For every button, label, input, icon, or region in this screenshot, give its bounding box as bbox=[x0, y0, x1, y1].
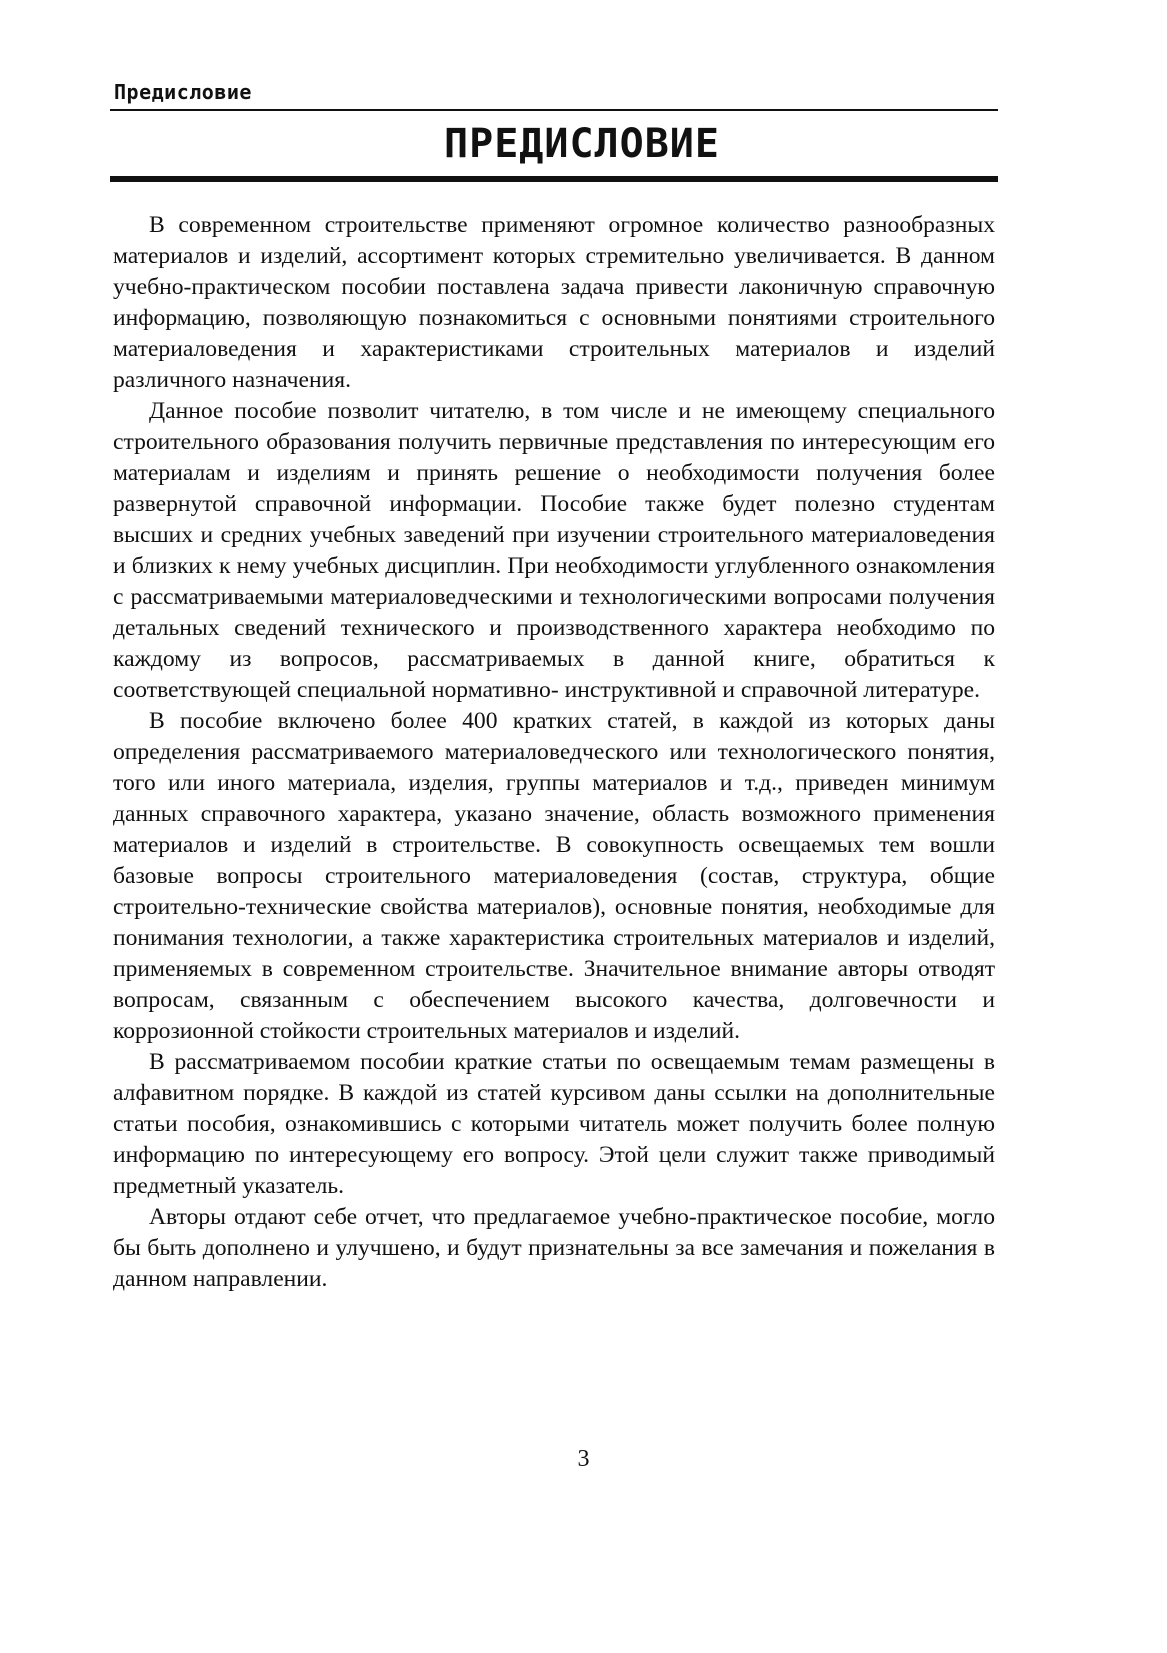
paragraph: В рассматриваемом пособии краткие статьи по освещаемым темам размещены в алфавитном порядке. В каждой из статей курсивом даны ссылки на дополнительные статьи пособия, ознакомившись с которыми читатель может получить более полную информацию по интересующему его вопросу. Этой цели служит также приводимый предметный указатель. bbox=[113, 1049, 995, 1199]
page-number: 3 bbox=[577, 1446, 590, 1472]
paragraph: Данное пособие позволит читателю, в том числе и не имеющему специального строительного образования получить первичные представления по интересующим его материалам и изделиям и принять решение о необходимости получения более развернутой справочной информации. Пособие также будет полезно студентам высших и средних учебных заведений при изучении строительного материаловедения и близких к нему учебных дисциплин. При необходимости углубленного ознакомления с рассматриваемыми материаловедческими и технологическими вопросами получения детальных сведений технического и производственного характера необходимо по каждому из вопросов, рассматриваемых в данной книге, обратиться к соответствующей специальной нормативно- инструктивной и справочной литературе. bbox=[113, 398, 995, 703]
chapter-title: ПРЕДИСЛОВИЕ bbox=[444, 121, 720, 167]
body-text bbox=[113, 210, 995, 1295]
header-rule-thick bbox=[110, 176, 998, 182]
paragraph: В современном строительстве применяют огромное количество разнообразных материалов и изделий, ассортимент которых стремительно увеличивается. В данном учебно-практическом пособии поставлена задача привести лаконичную справочную информацию, позволяющую познакомиться с основными понятиями строительного материаловедения и характеристиками строительных материалов и изделий различного назначения. bbox=[113, 212, 995, 393]
paragraph: Авторы отдают себе отчет, что предлагаемое учебно-практическое пособие, могло бы быть дополнено и улучшено, и будут признательны за все замечания и пожелания в данном направлении. bbox=[113, 1204, 995, 1292]
running-header: Предисловие bbox=[114, 80, 252, 104]
header-rule-thin bbox=[110, 109, 998, 111]
paragraph: В пособие включено более 400 кратких статей, в каждой из которых даны определения рассматриваемого материаловедческого или технологического понятия, того или иного материала, изделия, группы материалов и т.д., приведен минимум данных справочного характера, указано значение, область возможного применения материалов и изделий в строительстве. В совокупность освещаемых тем вошли базовые вопросы строительного материаловедения (состав, структура, общие строительно-технические свойства материалов), основные понятия, необходимые для понимания технологии, а также характеристика строительных материалов и изделий, применяемых в современном строительстве. Значительное внимание авторы отводят вопросам, связанным с обеспечением высокого качества, долговечности и коррозионной стойкости строительных материалов и изделий. bbox=[113, 708, 995, 1044]
